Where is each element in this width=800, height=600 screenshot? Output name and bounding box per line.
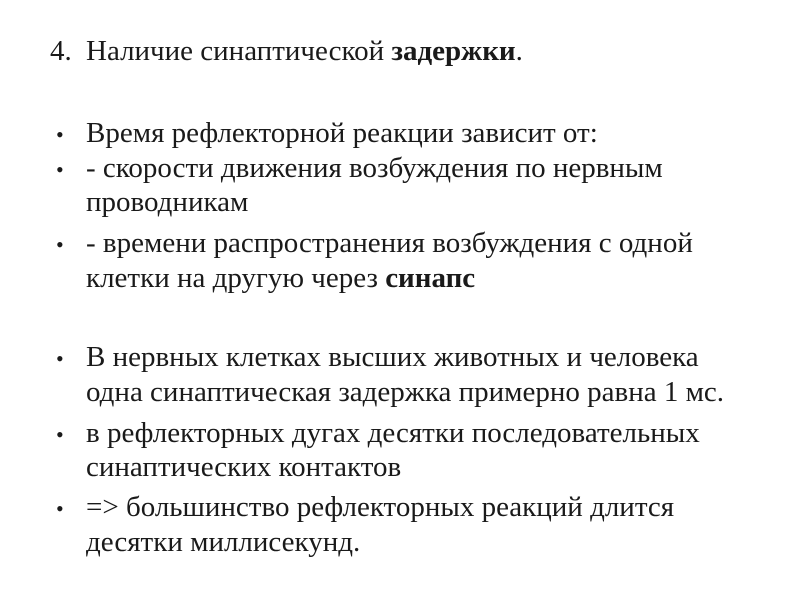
list-item-continuation: одна синаптическая задержка примерно равна 1 мс. xyxy=(86,376,725,408)
bullet-marker: • xyxy=(56,232,64,257)
bullet-marker: • xyxy=(56,122,64,147)
list-item: в рефлекторных дугах десятки последовательных xyxy=(86,417,700,449)
list-item: Время рефлекторной реакции зависит от: xyxy=(86,117,598,149)
list-item: - скорости движения возбуждения по нервным xyxy=(86,152,663,184)
list-item: - времени распространения возбуждения с одной xyxy=(86,227,693,259)
heading-tail: . xyxy=(515,35,523,67)
heading-text: Наличие синаптической xyxy=(86,35,392,67)
list-item-continuation: десятки миллисекунд. xyxy=(86,526,361,558)
heading-number: 4. xyxy=(50,35,72,67)
heading-title xyxy=(86,34,523,68)
list-item-text: клетки на другую через xyxy=(86,262,386,294)
heading-bold-term: задержки xyxy=(391,35,516,67)
list-item-continuation xyxy=(86,261,475,295)
list-item: В нервных клетках высших животных и человека xyxy=(86,341,699,373)
list-item-continuation: синаптических контактов xyxy=(86,451,402,483)
bullet-marker: • xyxy=(56,496,64,521)
bullet-marker: • xyxy=(56,422,64,447)
list-item: => большинство рефлекторных реакций длится xyxy=(86,491,675,523)
list-item-continuation: проводникам xyxy=(86,186,249,218)
bullet-marker: • xyxy=(56,346,64,371)
bold-term-synapse: синапс xyxy=(385,262,476,294)
bullet-marker: • xyxy=(56,157,64,182)
